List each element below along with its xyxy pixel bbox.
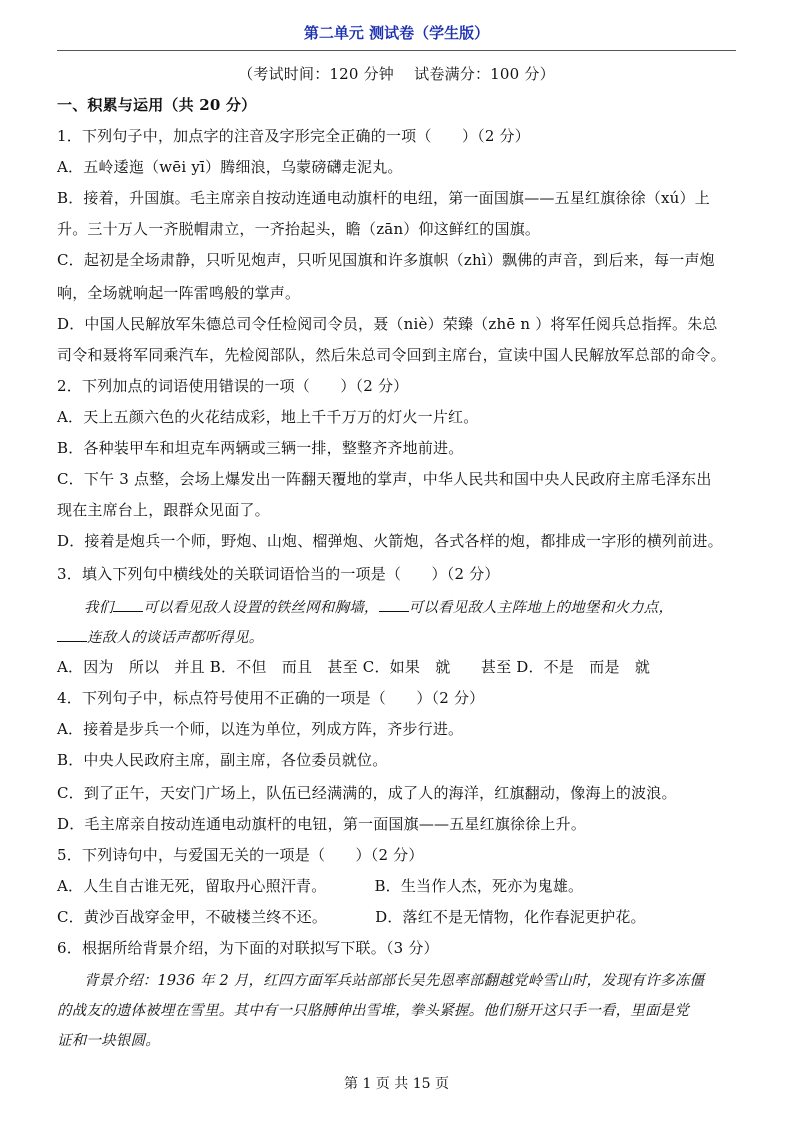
passage-line: 连敌人的谈话声都听得见。: [57, 627, 743, 648]
option-line: A．人生自古谁无死，留取丹心照汗青。 B．生当作人杰，死亦为鬼雄。: [57, 877, 584, 895]
passage-line: 的战友的遗体被埋在雪里。其中有一只胳膊伸出雪堆，拳头紧握。他们掰开这只手一看，里面是党: [57, 1003, 690, 1019]
option-line: D．接着是炮兵一个师，野炮、山炮、榴弹炮、火箭炮，各式各样的炮，都排成一字形的横列前进。: [57, 532, 723, 550]
exam-info: （考试时间：120 分钟 试卷满分：100 分）: [238, 65, 555, 83]
passage-line: 证和一块银圆。: [57, 1033, 160, 1049]
question-stem: 2．下列加点的词语使用错误的一项（ ）（2 分）: [57, 377, 409, 395]
section-heading: 一、积累与运用（共 20 分）: [57, 96, 257, 114]
option-line: A．因为 所以 并且 B．不但 而且 甚至 C．如果 就 甚至 D．不是 而是 就: [57, 658, 651, 676]
question-stem: 4．下列句子中，标点符号使用不正确的一项是（ ）（2 分）: [57, 689, 485, 707]
option-line: B．中央人民政府主席，副主席，各位委员就位。: [57, 751, 388, 769]
option-line: A．天上五颜六色的火花结成彩，地上千千万万的灯火一片红。: [57, 408, 479, 426]
passage-line: 我们 可以看见敌人设置的铁丝网和胸墙， 可以看见敌人主阵地上的地堡和火力点，: [84, 597, 743, 618]
option-line: D．毛主席亲自按动连通电动旗杆的电钮，第一面国旗——五星红旗徐徐上升。: [57, 815, 587, 833]
header-divider: [57, 50, 736, 51]
option-line: D．中国人民解放军朱德总司令任检阅司令员，聂（niè）荣臻（zhē n ）将军任阅兵总指挥。朱总: [57, 315, 718, 333]
option-line: B．接着，升国旗。毛主席亲自按动连通电动旗杆的电纽，第一面国旗——五星红旗徐徐（xú）上: [57, 189, 710, 207]
fill-blank: [379, 597, 409, 612]
question-stem: 6．根据所给背景介绍，为下面的对联拟写下联。（3 分）: [57, 939, 439, 957]
option-line: C．下午 3 点整，会场上爆发出一阵翻天覆地的掌声，中华人民共和国中央人民政府主席毛泽东出: [57, 470, 712, 488]
page-header-title: 第二单元 测试卷（学生版）: [303, 24, 490, 42]
option-line: C．到了正午，天安门广场上，队伍已经满满的，成了人的海洋，红旗翻动，像海上的波浪。: [57, 784, 677, 802]
option-line: A．接着是步兵一个师，以连为单位，列成方阵，齐步行进。: [57, 720, 464, 738]
option-line: 升。三十万人一齐脱帽肃立，一齐抬起头，瞻（zān）仰这鲜红的国旗。: [57, 220, 541, 238]
option-line: 司令和聂将军同乘汽车，先检阅部队，然后朱总司令回到主席台，宣读中国人民解放军总部的命令。: [57, 346, 726, 364]
passage-line: 背景介绍：1936 年 2 月，红四方面军兵站部部长吴先恩率部翻越党岭雪山时，发现有许多冻僵: [84, 973, 705, 989]
fill-blank: [57, 627, 87, 642]
option-line: B．各种装甲车和坦克车两辆或三辆一排，整整齐齐地前进。: [57, 439, 464, 457]
question-stem: 3．填入下列句中横线处的关联词语恰当的一项是（ ）（2 分）: [57, 565, 500, 583]
question-stem: 5．下列诗句中，与爱国无关的一项是（ ）（2 分）: [57, 846, 424, 864]
option-line: C．起初是全场肃静，只听见炮声，只听见国旗和许多旗帜（zhì）飘佛的声音，到后来，每一声炮: [57, 251, 715, 269]
option-line: 现在主席台上，跟群众见面了。: [57, 501, 270, 519]
option-line: A．五岭逶迤（wēi yī）腾细浪，乌蒙磅礴走泥丸。: [57, 158, 403, 176]
question-stem: 1．下列句子中，加点字的注音及字形完全正确的一项（ ）（2 分）: [57, 127, 530, 145]
page-footer: 第 1 页 共 15 页: [344, 1076, 449, 1092]
option-line: C．黄沙百战穿金甲，不破楼兰终不还。 D．落红不是无情物，化作春泥更护花。: [57, 908, 646, 926]
option-line: 响，全场就响起一阵雷鸣般的掌声。: [57, 284, 301, 302]
fill-blank: [113, 597, 143, 612]
